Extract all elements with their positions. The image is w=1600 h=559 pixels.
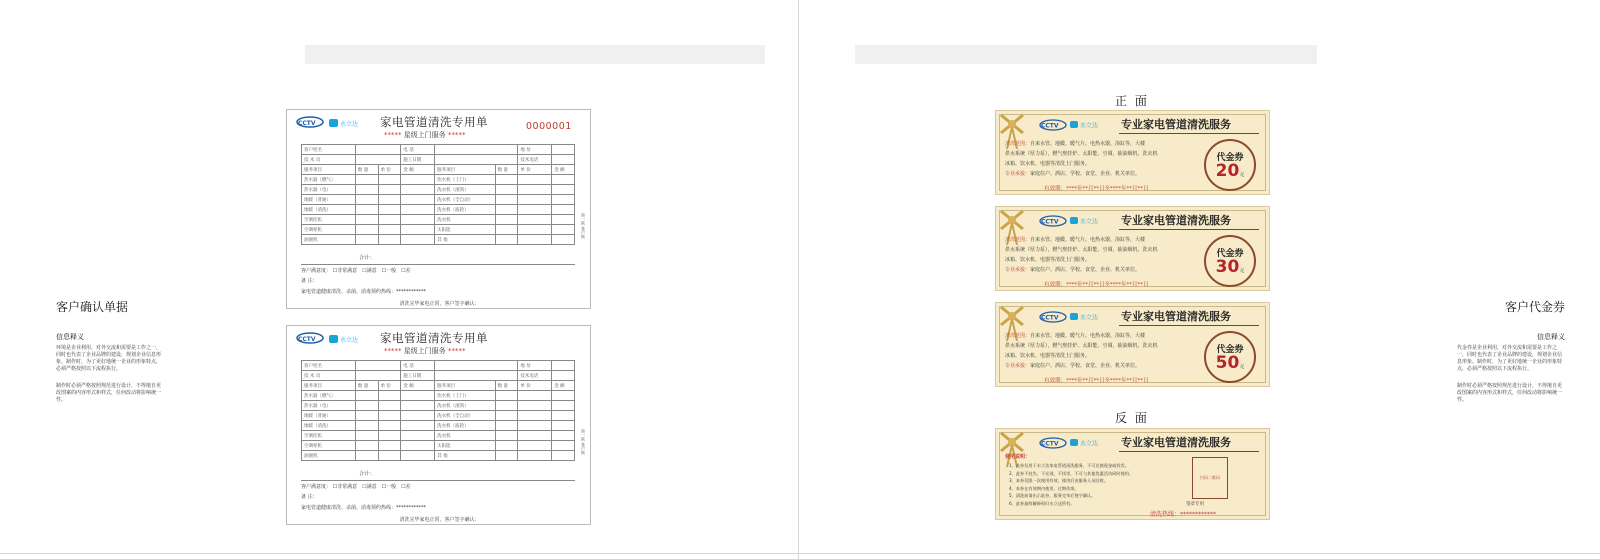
form-table-cell: 单 价 [378, 381, 401, 391]
receipt-form-1 [286, 109, 591, 309]
form-table-cell: 单 价 [518, 165, 552, 175]
form-table-cell: 洗衣机 [435, 215, 495, 225]
form-table-cell [378, 215, 401, 225]
form-table-cell: 热水器（电） [302, 185, 356, 195]
form-table-cell: 施工日期 [401, 155, 435, 165]
form-table-cell [401, 441, 435, 451]
form-table-cell [518, 235, 552, 245]
form-table-cell [355, 215, 378, 225]
back-rule: 2、此券不挂失、不兑现，不找零，不可与其他优惠活动同时使用。 [1009, 470, 1134, 476]
form-table-cell [552, 411, 575, 421]
form-table-row [302, 165, 575, 175]
form-table-row [302, 205, 575, 215]
form-table-row [302, 155, 575, 165]
coupon-title-underline [1119, 325, 1259, 326]
form-table-cell [518, 195, 552, 205]
form-table-cell [378, 421, 401, 431]
form-table-cell [378, 401, 401, 411]
form-table-cell: 饮水机（上门） [435, 175, 495, 185]
form-table-cell [552, 195, 575, 205]
form-table-cell [355, 145, 401, 155]
form-title: 家电管道清洗专用单 [380, 331, 488, 345]
svg-text:水立达: 水立达 [1080, 122, 1099, 130]
form-total-label: 合计： [359, 255, 375, 261]
form-table-cell: 洗衣机（波轮） [435, 421, 495, 431]
svg-text:水立达: 水立达 [1080, 218, 1099, 226]
right-info-heading: 信息释义 [1537, 333, 1565, 341]
form-table-cell: 技 术 员 [302, 371, 356, 381]
left-info-para-1: 环境是企业利用，对外交流和需要是工作之一，同时也代表了企业品牌的建设，规划企业信息形象。制作时，为了更好地统一企业的形象特点，必须严格按照以下流程执行。 [56, 345, 162, 372]
back-rule: 3、本券仅限一次使用有效，使用后由服务人员回收。 [1009, 478, 1108, 483]
form-table-cell: 洗衣机（波轮） [435, 205, 495, 215]
form-table-row [302, 451, 575, 461]
form-table-cell: 地 址 [518, 361, 552, 371]
form-table [301, 360, 575, 461]
form-table-cell [495, 195, 518, 205]
coupon-valid-period: 有效期：****年**月**日至****年**月**日 [1044, 282, 1149, 288]
brand-logo-icon [1070, 312, 1110, 322]
form-confirm-note: 清洗完毕家电正常，客户签字确认： [399, 517, 480, 523]
form-table-cell: 服务项目 [435, 381, 495, 391]
form-rating-row: 客户满意度： ☐非常满意 ☐满意 ☐一般 ☐差 [301, 484, 411, 490]
qr-code-placeholder [1192, 457, 1228, 499]
right-page-title: 客户代金券 [1505, 300, 1566, 314]
form-table-cell [378, 195, 401, 205]
form-table-row [302, 411, 575, 421]
form-table-cell [495, 391, 518, 401]
coupon-amount: 50元 [1215, 353, 1245, 373]
coupon-seal [1204, 235, 1256, 287]
form-table-cell [495, 441, 518, 451]
form-table-cell: 数 量 [355, 381, 378, 391]
form-table-cell [552, 391, 575, 401]
form-table-cell [552, 421, 575, 431]
seal-label: 代金券 [1216, 345, 1244, 355]
form-table-cell: 服务项目 [435, 165, 495, 175]
coupon-valid-period: 有效期：****年**月**日至****年**月**日 [1044, 378, 1149, 384]
form-table-cell [355, 421, 378, 431]
form-divider [301, 480, 575, 481]
qr-label: 扫码二维码 [1200, 475, 1220, 480]
form-confirm-note: 清洗完毕家电正常，客户签字确认： [399, 301, 480, 307]
form-table-cell: 电 话 [401, 361, 435, 371]
form-table-cell [401, 391, 435, 401]
form-table-cell: 金 额 [401, 165, 435, 175]
form-table-cell [552, 185, 575, 195]
form-table-cell [435, 371, 518, 381]
coupon-30 [995, 206, 1270, 291]
form-table-cell [401, 185, 435, 195]
svg-text:CCTV: CCTV [1041, 440, 1059, 448]
form-table-cell [518, 185, 552, 195]
form-table-cell: 客户姓名 [302, 145, 356, 155]
form-table-cell: 太阳能 [435, 441, 495, 451]
form-table-cell [552, 431, 575, 441]
svg-text:CCTV: CCTV [1041, 314, 1059, 322]
form-table-row [302, 145, 575, 155]
form-table-cell [518, 215, 552, 225]
brand-logo-icon [1070, 438, 1110, 448]
form-table-cell [355, 401, 378, 411]
form-table-cell [495, 421, 518, 431]
form-table-cell [401, 195, 435, 205]
form-table-cell: 其 他 [435, 451, 495, 461]
form-table-cell: 地暖（普通） [302, 411, 356, 421]
form-table-cell [355, 155, 401, 165]
coupon-amount: 20元 [1215, 161, 1245, 181]
cctv-logo-icon [1038, 311, 1068, 323]
form-table-cell [355, 235, 378, 245]
form-table-cell [495, 451, 518, 461]
form-table-cell [518, 225, 552, 235]
cctv-logo-icon [1038, 437, 1068, 449]
coupon-description: 清洗范围：自来水管、地暖、暖气片、电热水器、浴缸等，大楼 供水系统（厚力泵），燃气壁挂炉、太阳能、空调、抽油烟机、洗衣机 冰箱、饮水机、电器等清洗上门服务。 专业承接：家庭住户、酒店、学校、食堂、企业、机关单位。 [1005, 141, 1158, 177]
form-table-cell: 数 量 [355, 165, 378, 175]
svg-text:水立达: 水立达 [1080, 440, 1099, 448]
left-header-bar [305, 45, 765, 64]
form-table-cell [435, 155, 518, 165]
receipt-form-2 [286, 325, 591, 525]
svg-text:CCTV: CCTV [1041, 122, 1059, 130]
form-table-cell [495, 431, 518, 441]
bottom-rule [0, 553, 1600, 554]
coupon-title-underline [1119, 229, 1259, 230]
right-info-para-1: 代金券是企业利用，对外交流和需要是工作之一，同时也代表了企业品牌的建设，规划企业信息形象。制作时，为了更好地统一企业的形象特点，必须严格按照以下流程执行。 [1457, 345, 1563, 372]
form-table-row [302, 235, 575, 245]
form-table-row [302, 421, 575, 431]
form-table-cell [355, 225, 378, 235]
left-page-title: 客户确认单据 [56, 300, 129, 314]
cctv-logo-icon [295, 332, 325, 346]
form-table-cell [355, 431, 378, 441]
svg-text:CCTV: CCTV [298, 120, 316, 127]
form-table-cell [401, 451, 435, 461]
form-table-cell [495, 401, 518, 411]
form-table-cell: 数 量 [495, 381, 518, 391]
form-table-row [302, 401, 575, 411]
coupon-title: 专业家电管道清洗服务 [1121, 436, 1231, 449]
form-table-cell: 热水器（燃气） [302, 175, 356, 185]
form-table [301, 144, 575, 245]
form-table-cell [495, 411, 518, 421]
form-table-cell [495, 205, 518, 215]
sign-label: 签章专用 [1186, 502, 1204, 507]
form-hotline: 家电管道健康清洗、杀菌、消毒预约热线：************ [301, 289, 427, 295]
brand-logo-icon [1070, 120, 1110, 130]
svg-text:水立达: 水立达 [1080, 314, 1099, 322]
form-table-cell: 其 他 [435, 235, 495, 245]
form-table-cell [552, 401, 575, 411]
form-table-cell: 空调挂机 [302, 431, 356, 441]
form-table-cell: 数 量 [495, 165, 518, 175]
brand-logo-icon [329, 118, 367, 129]
coupon-title: 专业家电管道清洗服务 [1121, 214, 1231, 227]
svg-text:CCTV: CCTV [298, 336, 316, 343]
form-table-cell [355, 175, 378, 185]
left-page [0, 0, 798, 559]
form-table-cell [378, 441, 401, 451]
coupon-title: 专业家电管道清洗服务 [1121, 118, 1231, 131]
form-table-cell: 洗衣机（滚筒） [435, 401, 495, 411]
form-table-cell [401, 225, 435, 235]
form-table-row [302, 225, 575, 235]
form-table-cell [552, 225, 575, 235]
cctv-logo-icon [295, 116, 325, 130]
form-table-cell [401, 421, 435, 431]
form-table-cell: 地暖（普通） [302, 195, 356, 205]
form-table-cell: 技术电话 [518, 155, 552, 165]
form-table-cell [552, 215, 575, 225]
form-table-cell [552, 205, 575, 215]
form-table-cell: 单 价 [518, 381, 552, 391]
form-table-cell: 洗衣机（滚筒） [435, 185, 495, 195]
form-table-cell [518, 401, 552, 411]
form-table-cell [378, 391, 401, 401]
coupon-seal [1204, 331, 1256, 383]
form-table-cell [495, 225, 518, 235]
back-rules [1009, 462, 1179, 507]
coupon-seal [1204, 139, 1256, 191]
form-table-row [302, 195, 575, 205]
form-table-cell [355, 185, 378, 195]
form-table-cell [355, 441, 378, 451]
form-table-cell: 油烟机 [302, 235, 356, 245]
form-table-cell [378, 431, 401, 441]
seal-label: 代金券 [1216, 153, 1244, 163]
form-table-cell [401, 431, 435, 441]
form-remark: 备 注： [301, 278, 318, 284]
coupon-valid-period: 有效期：****年**月**日至****年**月**日 [1044, 186, 1149, 192]
front-label: 正 面 [1115, 94, 1149, 108]
form-table-cell: 地暖（清洗） [302, 205, 356, 215]
form-table-cell [401, 215, 435, 225]
brand-logo-icon [1070, 216, 1110, 226]
form-table-cell: 洗衣机 [435, 431, 495, 441]
form-table-cell: 地暖（清洗） [302, 421, 356, 431]
svg-text:CCTV: CCTV [1041, 218, 1059, 226]
form-table-cell [495, 185, 518, 195]
form-table-cell: 洗衣机（全自动） [435, 195, 495, 205]
form-table-cell [378, 175, 401, 185]
form-total-label: 合计： [359, 471, 375, 477]
form-table-cell [355, 371, 401, 381]
brand-logo-icon [329, 334, 367, 345]
form-table-cell [355, 391, 378, 401]
form-table-cell [552, 451, 575, 461]
form-table-cell: 服务项目 [302, 381, 356, 391]
form-table-cell: 客户姓名 [302, 361, 356, 371]
form-table-cell [435, 361, 518, 371]
form-rating-row: 客户满意度： ☐非常满意 ☐满意 ☐一般 ☐差 [301, 268, 411, 274]
form-table-cell [552, 235, 575, 245]
form-table-row [302, 215, 575, 225]
cctv-logo-icon [1038, 119, 1068, 131]
form-table-cell [552, 155, 575, 165]
form-table-cell: 油烟机 [302, 451, 356, 461]
form-table-cell [355, 411, 378, 421]
form-table-cell [518, 411, 552, 421]
back-heading: 使用说明： [1005, 454, 1031, 460]
form-table-cell [401, 205, 435, 215]
form-table-cell [518, 441, 552, 451]
form-table-cell [355, 361, 401, 371]
form-table-cell [495, 215, 518, 225]
form-table-cell: 金 额 [552, 381, 575, 391]
form-table-cell: 金 额 [552, 165, 575, 175]
form-table-cell [518, 175, 552, 185]
svg-text:水立达: 水立达 [340, 121, 359, 128]
right-info-para-2: 制作时必须严格按照规范进行设计，不得擅自更改图案的内容形式和样式，任何改动将影响统一性。 [1457, 383, 1563, 403]
form-table-cell [378, 235, 401, 245]
form-table-cell [518, 431, 552, 441]
form-table-cell [435, 145, 518, 155]
form-serial-number: 0000001 [526, 121, 572, 132]
form-table-cell [401, 235, 435, 245]
coupon-hotline: 清洗热线：************ [1150, 511, 1217, 518]
form-table-cell [552, 441, 575, 451]
back-label: 反 面 [1115, 411, 1149, 425]
form-table-row [302, 175, 575, 185]
form-table-cell: 地 址 [518, 145, 552, 155]
form-table-cell [518, 391, 552, 401]
svg-text:水立达: 水立达 [340, 337, 359, 344]
form-table-cell: 技 术 员 [302, 155, 356, 165]
back-rule: 4、本券在有效期内使用，过期作废。 [1009, 485, 1079, 491]
form-table-cell [552, 175, 575, 185]
cctv-logo-icon [1038, 215, 1068, 227]
form-table-cell: 太阳能 [435, 225, 495, 235]
right-header-bar [855, 45, 1317, 64]
left-info-para-2: 制作时必须严格按照规范进行设计，不得擅自更改图案的内容形式和样式，任何改动将影响统一性。 [56, 383, 162, 403]
form-table-cell: 空调柜机 [302, 441, 356, 451]
form-table-cell [401, 401, 435, 411]
coupon-description: 清洗范围：自来水管、地暖、暖气片、电热水器、浴缸等，大楼 供水系统（厚力泵），燃气壁挂炉、太阳能、空调、抽油烟机、洗衣机 冰箱、饮水机、电器等清洗上门服务。 专业承接：家庭住户、酒店、学校、食堂、企业、机关单位。 [1005, 237, 1158, 273]
form-table-row [302, 185, 575, 195]
form-table-cell: 电 话 [401, 145, 435, 155]
form-table-cell [518, 205, 552, 215]
form-table-cell: 洗衣机（全自动） [435, 411, 495, 421]
form-table-cell [518, 451, 552, 461]
form-table-cell [518, 421, 552, 431]
form-remark: 备 注： [301, 494, 318, 500]
form-subtitle: ***** 星级上门服务 ***** [384, 347, 466, 355]
form-table-cell [552, 145, 575, 155]
form-table-row [302, 361, 575, 371]
form-table-cell: 热水器（电） [302, 401, 356, 411]
form-table-cell: 金 额 [401, 381, 435, 391]
form-side-mark: 第一联 客户联 [581, 213, 586, 239]
form-table-cell [378, 451, 401, 461]
form-table-cell: 空调柜机 [302, 225, 356, 235]
form-table-cell: 技术电话 [518, 371, 552, 381]
form-table-row [302, 371, 575, 381]
form-table-cell [401, 411, 435, 421]
coupon-amount: 30元 [1215, 257, 1245, 277]
form-table-cell [552, 371, 575, 381]
form-table-cell [552, 361, 575, 371]
form-table-cell: 服务项目 [302, 165, 356, 175]
form-table-cell [495, 235, 518, 245]
coupon-title: 专业家电管道清洗服务 [1121, 310, 1231, 323]
form-hotline: 家电管道健康清洗、杀菌、消毒预约热线：************ [301, 505, 427, 511]
form-table-cell [378, 185, 401, 195]
form-table-row [302, 381, 575, 391]
coupon-back [995, 428, 1270, 520]
form-table-cell [378, 411, 401, 421]
form-subtitle: ***** 星级上门服务 ***** [384, 131, 466, 139]
form-table-row [302, 431, 575, 441]
form-table-cell [355, 451, 378, 461]
form-table-cell: 饮水机（上门） [435, 391, 495, 401]
coupon-20 [995, 110, 1270, 195]
form-table-cell [495, 175, 518, 185]
back-rule: 5、清洗前请出示此券，服务完毕后签字确认。 [1009, 493, 1096, 498]
back-rule: 1、此券仅用于水立达家电管道清洗服务，不可兑换现金或找零。 [1009, 463, 1129, 468]
form-table-cell [355, 205, 378, 215]
coupon-description: 清洗范围：自来水管、地暖、暖气片、电热水器、浴缸等，大楼 供水系统（厚力泵），燃气壁挂炉、太阳能、空调、抽油烟机、洗衣机 冰箱、饮水机、电器等清洗上门服务。 专业承接：家庭住户、酒店、学校、食堂、企业、机关单位。 [1005, 333, 1158, 369]
form-side-mark: 第一联 客户联 [581, 429, 586, 455]
back-rule: 6、此券最终解释权归水立达所有。 [1009, 500, 1075, 506]
form-table-cell [378, 225, 401, 235]
form-divider [301, 264, 575, 265]
form-table-cell [355, 195, 378, 205]
coupon-50 [995, 302, 1270, 387]
form-table-cell [401, 175, 435, 185]
form-table-row [302, 441, 575, 451]
left-info-heading: 信息释义 [56, 333, 84, 341]
form-table-cell [378, 205, 401, 215]
coupon-title-underline [1119, 133, 1259, 134]
form-table-cell: 空调挂机 [302, 215, 356, 225]
seal-label: 代金券 [1216, 249, 1244, 259]
form-table-cell: 单 价 [378, 165, 401, 175]
form-table-row [302, 391, 575, 401]
form-table-cell: 热水器（燃气） [302, 391, 356, 401]
form-title: 家电管道清洗专用单 [380, 115, 488, 129]
form-table-cell: 施工日期 [401, 371, 435, 381]
coupon-title-underline [1119, 451, 1259, 452]
